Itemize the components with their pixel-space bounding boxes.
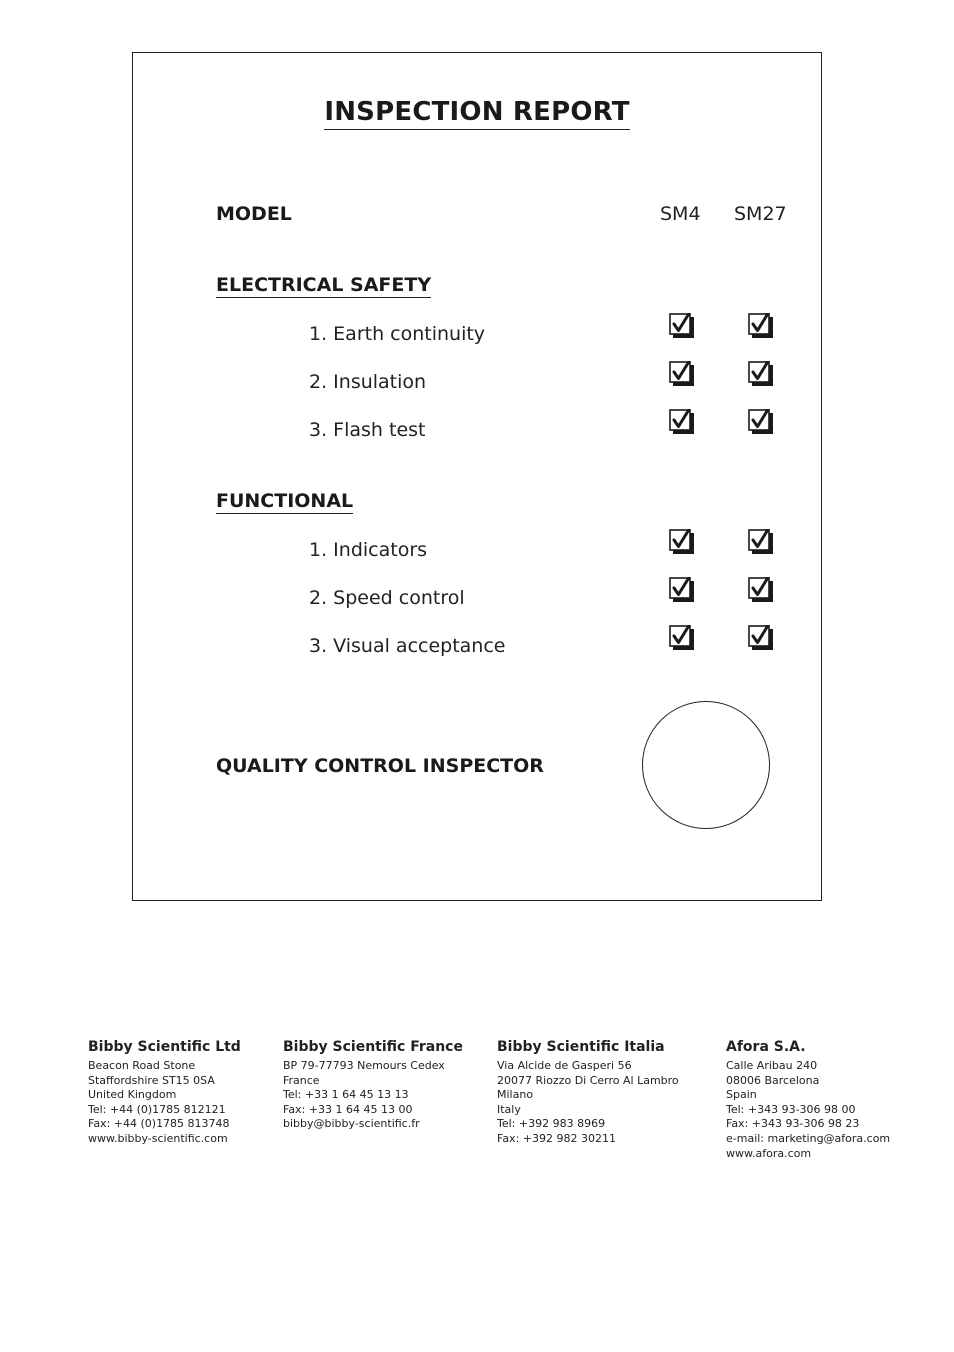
address-line: 20077 Riozzo Di Cerro Al Lambro (497, 1073, 679, 1087)
electrical-safety-heading: ELECTRICAL SAFETY (216, 274, 432, 296)
website-line: www.bibby-scientific.com (88, 1131, 228, 1145)
fax-line: Fax: +33 1 64 45 13 00 (283, 1102, 413, 1116)
company-name: Afora S.A. (726, 1039, 806, 1055)
email-line: bibby@bibby-scientific.fr (283, 1117, 420, 1131)
checked-box-icon (748, 625, 774, 651)
electrical-item-2: 2. Insulation (309, 371, 427, 393)
checked-box-icon (669, 625, 695, 651)
phone-line: Tel: +33 1 64 45 13 13 (283, 1088, 409, 1102)
functional-item-2: 2. Speed control (309, 587, 465, 609)
checked-box-icon (669, 529, 695, 555)
inspector-stamp-circle (642, 701, 770, 829)
report-title: INSPECTION REPORT (324, 97, 629, 130)
website-line: www.afora.com (726, 1146, 812, 1160)
checked-box-icon (748, 361, 774, 387)
footer-company-italia (497, 1038, 679, 1147)
footer-company-afora (726, 1038, 890, 1161)
electrical-item-1: 1. Earth continuity (309, 323, 486, 345)
report-title-wrap (133, 97, 821, 127)
inspection-report-box (132, 52, 822, 901)
model-label: MODEL (216, 203, 292, 225)
checked-box-icon (748, 313, 774, 339)
fax-line: Fax: +343 93-306 98 23 (726, 1117, 860, 1131)
fax-line: Fax: +44 (0)1785 813748 (88, 1117, 230, 1131)
company-name: Bibby Scientific Italia (497, 1039, 665, 1055)
checked-box-icon (669, 577, 695, 603)
address-line: Staffordshire ST15 0SA (88, 1073, 215, 1087)
address-line: 08006 Barcelona (726, 1073, 820, 1087)
phone-line: Tel: +392 983 8969 (497, 1117, 606, 1131)
address-line: United Kingdom (88, 1088, 177, 1102)
checked-box-icon (669, 361, 695, 387)
phone-line: Tel: +44 (0)1785 812121 (88, 1102, 226, 1116)
email-line: e-mail: marketing@afora.com (726, 1131, 891, 1145)
address-line: Italy (497, 1102, 521, 1116)
functional-heading: FUNCTIONAL (216, 490, 354, 512)
address-line: Beacon Road Stone (88, 1059, 196, 1072)
company-name: Bibby Scientific Ltd (88, 1039, 241, 1055)
qc-inspector-label: QUALITY CONTROL INSPECTOR (216, 755, 544, 777)
functional-item-1: 1. Indicators (309, 539, 428, 561)
company-name: Bibby Scientific France (283, 1039, 463, 1055)
footer-company-uk (88, 1038, 241, 1147)
checked-box-icon (748, 409, 774, 435)
address-line: Spain (726, 1088, 757, 1102)
fax-line: Fax: +392 982 30211 (497, 1131, 616, 1145)
address-line: Milano (497, 1088, 534, 1102)
address-line: Calle Aribau 240 (726, 1059, 818, 1072)
checked-box-icon (669, 313, 695, 339)
checked-box-icon (748, 577, 774, 603)
phone-line: Tel: +343 93-306 98 00 (726, 1102, 856, 1116)
model-sm4: SM4 (660, 203, 701, 225)
checked-box-icon (748, 529, 774, 555)
functional-item-3: 3. Visual acceptance (309, 635, 506, 657)
checked-box-icon (669, 409, 695, 435)
address-line: France (283, 1073, 320, 1087)
electrical-item-3: 3. Flash test (309, 419, 426, 441)
model-sm27: SM27 (734, 203, 787, 225)
address-line: BP 79-77793 Nemours Cedex (283, 1059, 445, 1072)
footer-company-france (283, 1038, 463, 1132)
address-line: Via Alcide de Gasperi 56 (497, 1059, 632, 1072)
